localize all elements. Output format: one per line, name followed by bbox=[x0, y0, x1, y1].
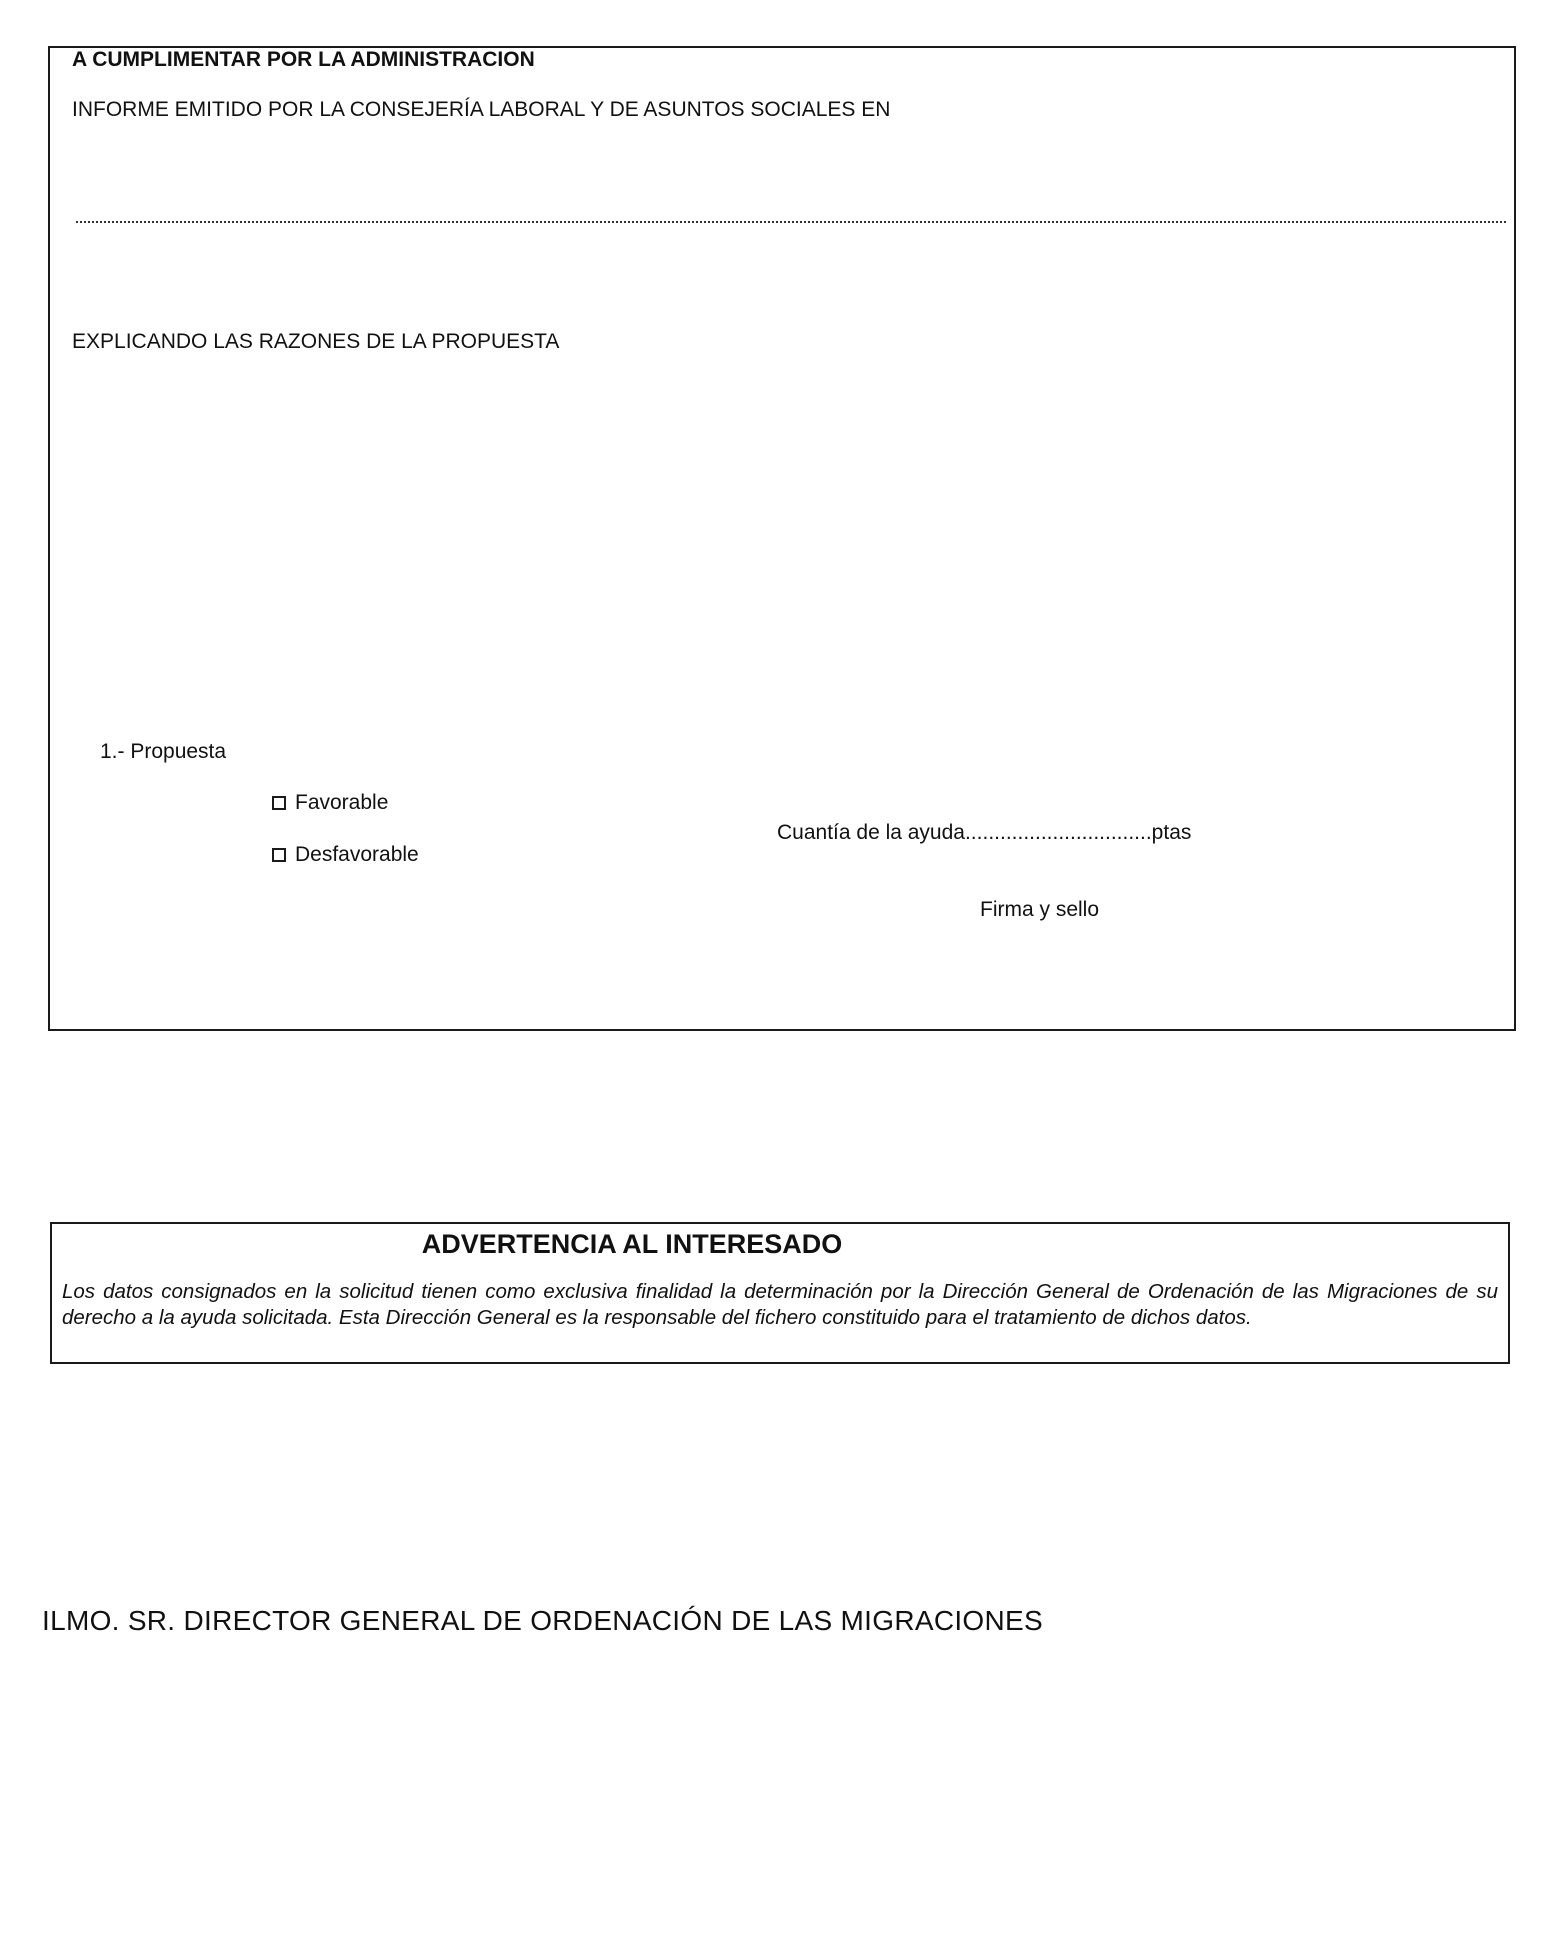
addressee-line: ILMO. SR. DIRECTOR GENERAL DE ORDENACIÓN DE LAS MIGRACIONES bbox=[42, 1605, 1043, 1636]
cuantia-field[interactable]: Cuantía de la ayuda................................ptas bbox=[777, 821, 1192, 844]
advertencia-title: ADVERTENCIA AL INTERESADO bbox=[421, 1229, 843, 1259]
option-favorable-label: Favorable bbox=[295, 791, 389, 814]
option-favorable[interactable] bbox=[272, 791, 388, 815]
option-desfavorable[interactable] bbox=[272, 843, 419, 867]
checkbox-favorable[interactable] bbox=[272, 796, 286, 810]
fill-in-dotted-line[interactable] bbox=[76, 221, 1506, 223]
advertencia-text: Los datos consignados en la solicitud tienen como exclusiva finalidad la determinación por la Dirección General de Ordenación de las Migraciones de su derecho a la ayuda solicitada. Esta Dirección General es la responsable del fichero constituido para el tratamiento de dichos datos. bbox=[62, 1280, 1498, 1329]
administration-section bbox=[48, 46, 1516, 1031]
checkbox-desfavorable[interactable] bbox=[272, 848, 286, 862]
option-desfavorable-label: Desfavorable bbox=[295, 843, 419, 866]
section-title: A CUMPLIMENTAR POR LA ADMINISTRACION bbox=[72, 48, 535, 71]
advertencia-section bbox=[50, 1222, 1510, 1364]
explicando-label: EXPLICANDO LAS RAZONES DE LA PROPUESTA bbox=[72, 330, 560, 353]
propuesta-label: 1.- Propuesta bbox=[100, 740, 227, 763]
informe-label: INFORME EMITIDO POR LA CONSEJERÍA LABORAL Y DE ASUNTOS SOCIALES EN bbox=[72, 98, 891, 121]
firma-label: Firma y sello bbox=[980, 898, 1100, 921]
